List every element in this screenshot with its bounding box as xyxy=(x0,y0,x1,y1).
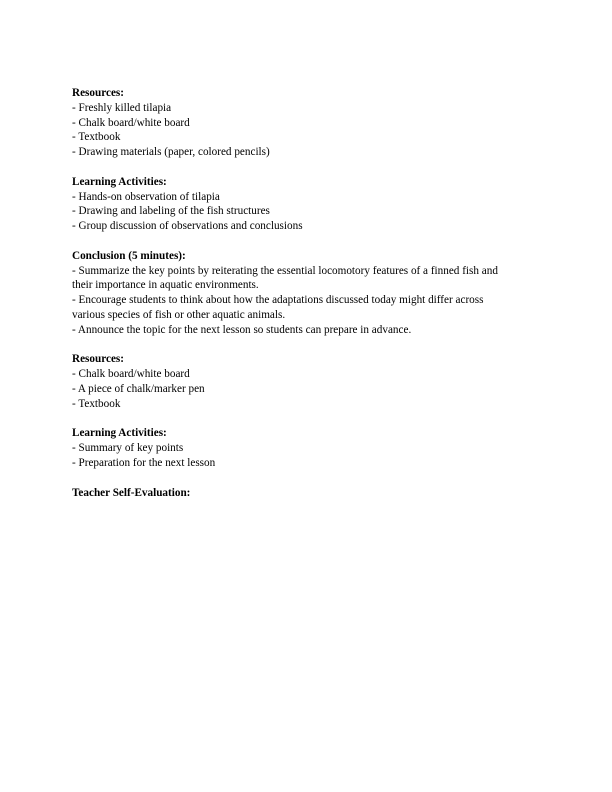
list-item: - Hands-on observation of tilapia xyxy=(72,190,220,203)
paragraph-line: various species of fish or other aquatic animals. xyxy=(72,308,286,321)
list-item: - A piece of chalk/marker pen xyxy=(72,382,205,395)
list-item: - Drawing and labeling of the fish structures xyxy=(72,205,270,218)
section-learning-activities-2 xyxy=(72,426,542,470)
section-learning-activities-1 xyxy=(72,175,542,234)
section-heading: Learning Activities: xyxy=(72,427,167,440)
paragraph-line: their importance in aquatic environments. xyxy=(72,279,259,292)
paragraph-line: - Summarize the key points by reiterating the essential locomotory features of a finned fish and xyxy=(72,264,498,277)
paragraph-line: - Encourage students to think about how the adaptations discussed today might differ across xyxy=(72,294,484,307)
list-item: - Freshly killed tilapia xyxy=(72,101,172,114)
section-heading: Learning Activities: xyxy=(72,175,167,188)
list-item: - Chalk board/white board xyxy=(72,116,190,129)
list-item: - Group discussion of observations and conclusions xyxy=(72,220,303,233)
section-heading: Resources: xyxy=(72,353,124,366)
list-item: - Textbook xyxy=(72,131,121,144)
section-conclusion xyxy=(72,249,542,338)
section-resources-1 xyxy=(72,86,542,160)
list-item: - Summary of key points xyxy=(72,442,184,455)
list-item: - Textbook xyxy=(72,397,121,410)
paragraph-line: - Announce the topic for the next lesson so students can prepare in advance. xyxy=(72,323,412,336)
list-item: - Drawing materials (paper, colored pencils) xyxy=(72,146,270,159)
section-resources-2 xyxy=(72,352,542,411)
section-heading: Resources: xyxy=(72,87,124,99)
section-teacher-self-evaluation xyxy=(72,486,542,501)
section-heading: Teacher Self-Evaluation: xyxy=(72,486,191,499)
document-page xyxy=(72,86,542,515)
list-item: - Preparation for the next lesson xyxy=(72,456,216,469)
list-item: - Chalk board/white board xyxy=(72,368,190,381)
section-heading: Conclusion (5 minutes): xyxy=(72,249,186,262)
